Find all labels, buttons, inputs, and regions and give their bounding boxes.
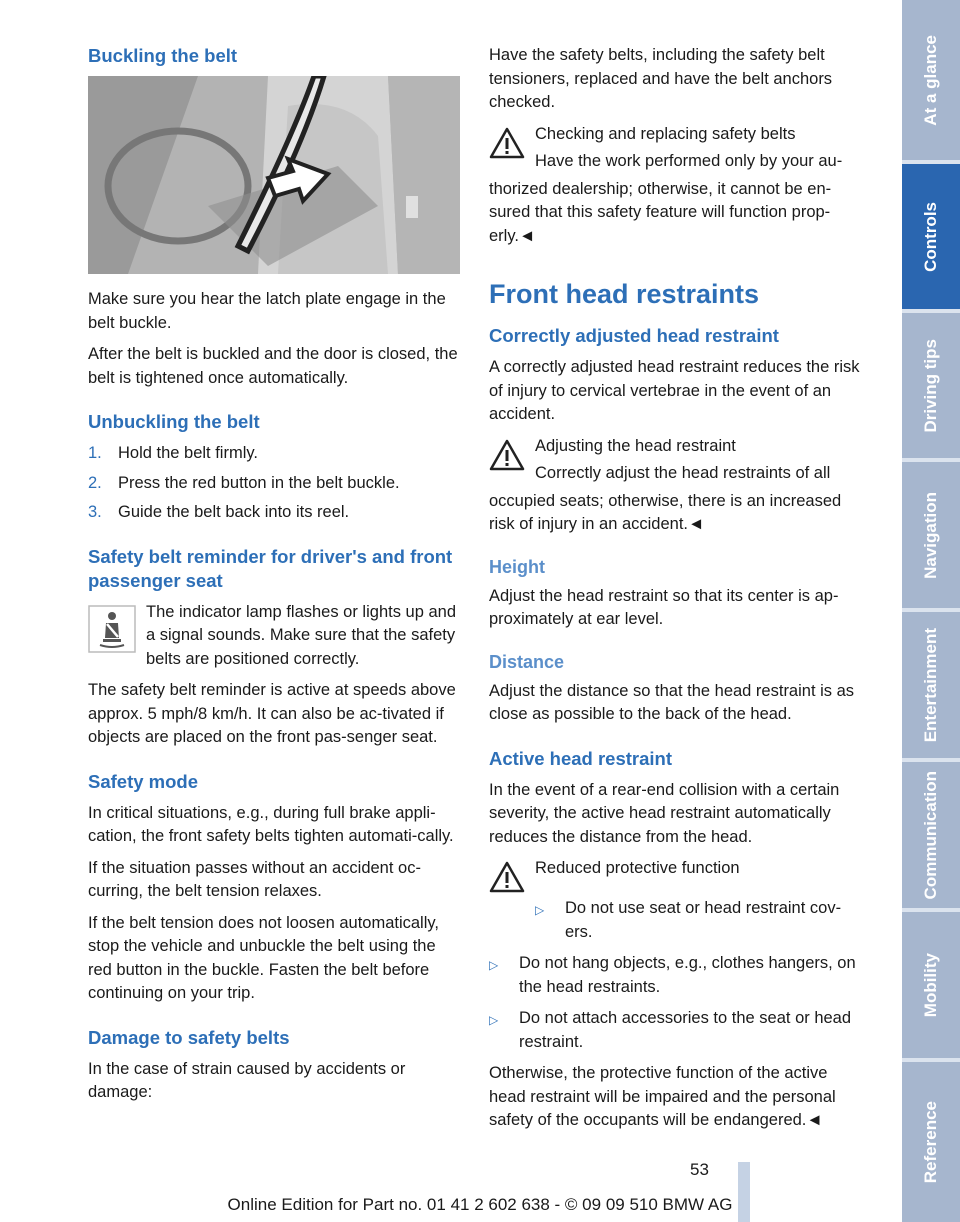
tab-navigation[interactable]: Navigation — [902, 462, 960, 608]
heading-buckling: Buckling the belt — [88, 45, 238, 66]
page-number: 53 — [690, 1160, 709, 1179]
height-paragraph: Adjust the head restraint so that its center is ap-proximately at ear level. — [489, 586, 839, 628]
heading-safety-mode: Safety mode — [88, 770, 199, 792]
footer-text: Online Edition for Part no. 01 41 2 602 638 - © 09 09 510 BMW AG — [227, 1195, 733, 1214]
bullet-arrow-icon: ▷ — [489, 958, 499, 972]
warning-title: Reduced protective function — [535, 859, 740, 877]
list-item: ▷ Do not attach accessories to the seat or head restraint. — [489, 1007, 861, 1054]
latch-paragraph: Make sure you hear the latch plate engage in the belt buckle. — [88, 290, 446, 332]
safety-mode-paragraph-2: If the situation passes without an accident oc-curring, the belt tension relaxes. — [88, 858, 421, 900]
warning-first-line: Correctly adjust the head restraints of all — [535, 464, 831, 482]
tab-entertainment[interactable]: Entertainment — [902, 612, 960, 758]
heading-height: Height — [489, 556, 545, 577]
heading-unbuckling: Unbuckling the belt — [88, 411, 260, 432]
tab-reference[interactable]: Reference — [902, 1062, 960, 1222]
heading-belt-reminder: Safety belt reminder for driver's and front passenger seat — [88, 545, 453, 591]
bullet-arrow-icon: ▷ — [535, 903, 545, 917]
tab-communication[interactable]: Communication — [902, 762, 960, 908]
warning-title: Checking and replacing safety belts — [535, 124, 796, 143]
restraint-bullet-list — [489, 952, 861, 1054]
heading-damage: Damage to safety belts — [88, 1026, 290, 1048]
right-column — [489, 44, 861, 1141]
heading-correctly-adjusted: Correctly adjusted head restraint — [489, 325, 779, 346]
reminder-paragraph: The safety belt reminder is active at speeds above approx. 5 mph/8 km/h. It can also be ac-tivated if objects are placed on the front pas-senger seat. — [88, 681, 456, 746]
list-item: ▷ Do not use seat or head restraint cov-ers. — [535, 897, 861, 944]
list-item: ▷ Do not hang objects, e.g., clothes hangers, on the head restraints. — [489, 952, 861, 999]
active-paragraph: In the event of a rear-end collision with a certain severity, the active head restraint automatically reduces the distance from the head. — [489, 780, 840, 846]
tab-controls[interactable]: Controls — [902, 164, 960, 309]
replace-paragraph: Have the safety belts, including the safety belt tensioners, replaced and have the belt anchors checked. — [489, 46, 833, 111]
warning-first-line: Have the work performed only by your au- — [535, 152, 843, 170]
unbuckling-steps — [88, 442, 460, 525]
warning-title: Adjusting the head restraint — [535, 436, 736, 455]
list-item: 1. Hold the belt firmly. — [88, 444, 258, 462]
warning-triangle-icon — [489, 127, 525, 159]
damage-paragraph: In the case of strain caused by accidents or damage: — [88, 1059, 406, 1101]
tighten-paragraph: After the belt is buckled and the door is closed, the belt is tightened once automatically. — [88, 345, 458, 387]
warning-continuation: occupied seats; otherwise, there is an increased risk of injury in an accident.◄ — [489, 491, 842, 533]
reminder-indicator-text: The indicator lamp flashes or lights up and a signal sounds. Make sure that the safety belts are positioned correctly. — [146, 602, 457, 668]
seatbelt-photo — [88, 76, 460, 274]
warning-reduced-protection — [489, 857, 861, 944]
reminder-indicator-block — [88, 601, 460, 680]
list-item: 2. Press the red button in the belt buckle. — [88, 473, 400, 492]
list-item: 3. Guide the belt back into its reel. — [88, 503, 350, 521]
warning-check-belts — [489, 123, 861, 249]
distance-paragraph: Adjust the distance so that the head restraint is as close as possible to the back of the head. — [489, 681, 855, 723]
safety-mode-paragraph-1: In critical situations, e.g., during full brake appli-cation, the front safety belts tighten automati-cally. — [88, 803, 454, 845]
tab-mobility[interactable]: Mobility — [902, 912, 960, 1058]
heading-active-head-restraint: Active head restraint — [489, 747, 673, 769]
left-column — [88, 44, 460, 1113]
tab-at-a-glance[interactable]: At a glance — [902, 0, 960, 160]
safety-mode-paragraph-3: If the belt tension does not loosen automatically, stop the vehicle and unbuckle the belt using the red button in the buckle. Fasten the belt before continuing on your trip. — [88, 913, 439, 1002]
warning-triangle-icon — [489, 439, 525, 471]
tab-driving-tips[interactable]: Driving tips — [902, 313, 960, 458]
bullet-arrow-icon: ▷ — [489, 1013, 499, 1027]
nested-bullet-list — [535, 897, 861, 944]
seatbelt-reminder-icon — [88, 605, 136, 653]
correct-paragraph: A correctly adjusted head restraint reduces the risk of injury to cervical vertebrae in the event of an accident. — [489, 358, 860, 423]
heading-front-head-restraints: Front head restraints — [489, 279, 760, 309]
closing-paragraph: Otherwise, the protective function of the active head restraint will be impaired and the personal safety of the occupants will be endangered.◄ — [489, 1064, 836, 1129]
warning-triangle-icon — [489, 861, 525, 893]
warning-continuation: thorized dealership; otherwise, it cannot be en-sured that this safety feature will function prop-erly.◄ — [489, 179, 832, 245]
warning-adjust-restraint — [489, 435, 861, 537]
heading-distance: Distance — [489, 651, 565, 672]
